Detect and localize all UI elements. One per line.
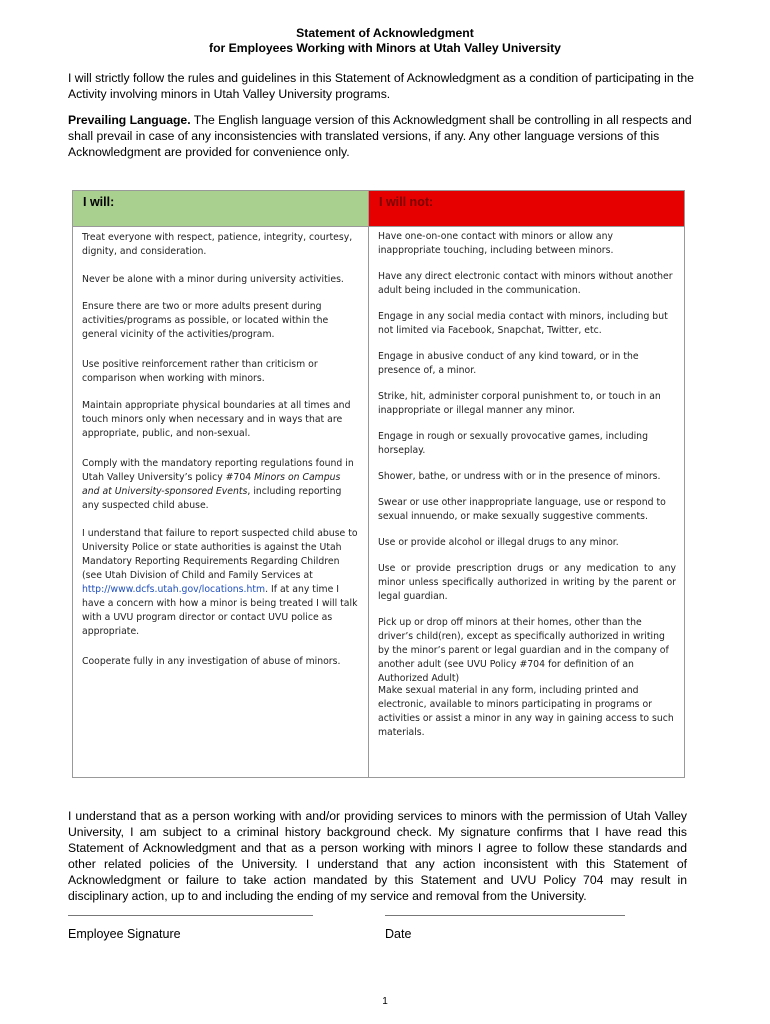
will-item-mandatory-reporting [82,457,360,513]
will-not-item-prescription-drugs: Use or provide prescription drugs or any medication to any minor unless specifically authorized in writing by the parent or legal guardian. [378,563,676,602]
reporting-policy-title: Minors on Campus and at University-sponsored Events [82,472,341,497]
intro-paragraph: I will strictly follow the rules and guidelines in this Statement of Acknowledgment as a condition of participating in the Activity involving minors in Utah Valley University programs. [68,71,694,101]
will-item-boundaries: Maintain appropriate physical boundaries at all times and touch minors only when necessary and in ways that are appropriate, public, and non-sexual. [82,400,351,439]
will-header: I will: [73,191,368,227]
will-not-item-sexual-material: Make sexual material in any form, including printed and electronic, available to minors participating in programs or activities or assist a minor in any way in gaining access to such materials. [378,685,674,738]
will-item-never-alone: Never be alone with a minor during university activities. [82,274,344,285]
acknowledgment-table [72,190,685,778]
will-not-item-alcohol: Use or provide alcohol or illegal drugs to any minor. [378,537,619,548]
will-not-item-electronic-contact: Have any direct electronic contact with minors without another adult being included in the communication. [378,271,673,296]
will-not-column [369,191,684,777]
will-not-item-abusive-conduct: Engage in abusive conduct of any kind toward, or in the presence of, a minor. [378,351,639,376]
will-item-failure-to-report [82,527,360,639]
date-line[interactable] [385,915,625,917]
prevailing-language-text: The English language version of this Acknowledgment shall be controlling in all respects and shall prevail in case of any inconsistencies with translated versions, if any. Any other language versions of this Acknowledgment are provided for convenience only. [68,113,692,159]
failure-text-before: I understand that failure to report suspected child abuse to University Police or state authorities is against the Utah Mandatory Reporting Requirements Regarding Children (see Utah Division of Child and Family Services at [82,528,358,581]
employee-signature-line[interactable] [68,915,313,917]
closing-paragraph: I understand that as a person working with and/or providing services to minors with the permission of Utah Valley University, I am subject to a criminal history background check. My signature confirms that I have read this Statement of Acknowledgment and that as a person working with minors I agree to follow these standards and other related policies of the University. I understand that any action inconsistent with this Statement of Acknowledgment or failure to take action mandated by this Statement and UVU Policy 704 may result in disciplinary action, up to and including the ending of my service and removal from the University. [68,809,687,903]
reporting-text-after: , including reporting any suspected child abuse. [82,486,342,511]
failure-text-after: . If at any time I have a concern with how a minor is being treated I will talk with a UVU program director or contact UVU police as appropriate. [82,584,358,637]
will-column [73,191,369,777]
will-not-header: I will not: [369,191,684,227]
title-line-2: for Employees Working with Minors at Utah Valley University [209,41,561,55]
will-item-two-adults: Ensure there are two or more adults present during activities/programs as possible, or located within the general vicinity of the activities/program. [82,301,329,340]
employee-signature-label: Employee Signature [68,927,181,941]
date-label: Date [385,927,412,941]
will-not-item-social-media: Engage in any social media contact with minors, including but not limited via Facebook, Snapchat, Twitter, etc. [378,311,668,336]
document-title [0,26,770,56]
will-not-item-swear: Swear or use other inappropriate language, use or respond to sexual innuendo, or make sexually suggestive comments. [378,497,666,522]
dcfs-link[interactable]: http://www.dcfs.utah.gov/locations.htm [82,584,266,595]
will-not-item-strike: Strike, hit, administer corporal punishment to, or touch in an inappropriate or illegal manner any minor. [378,391,661,416]
will-not-item-pick-up: Pick up or drop off minors at their homes, other than the driver’s child(ren), except as specifically authorized in writing by the minor’s parent or legal guardian and in the company of another adult (see UVU Policy #704 for definition of an Authorized Adult) [378,617,669,684]
prevailing-language-lead: Prevailing Language. [68,113,191,127]
will-item-respect: Treat everyone with respect, patience, integrity, courtesy, dignity, and consideration. [82,232,353,257]
will-not-item-one-on-one: Have one-on-one contact with minors or allow any inappropriate touching, including between minors. [378,231,614,256]
will-item-positive-reinforcement: Use positive reinforcement rather than criticism or comparison when working with minors. [82,359,318,384]
title-line-1: Statement of Acknowledgment [296,26,474,40]
page-number: 1 [382,996,388,1007]
prevailing-language-paragraph [68,112,700,160]
will-not-item-shower: Shower, bathe, or undress with or in the presence of minors. [378,471,661,482]
reporting-text-before: Comply with the mandatory reporting regulations found in Utah Valley University’s policy #704 [82,458,354,483]
will-item-cooperate: Cooperate fully in any investigation of abuse of minors. [82,656,341,667]
will-not-item-rough-games: Engage in rough or sexually provocative games, including horseplay. [378,431,648,456]
